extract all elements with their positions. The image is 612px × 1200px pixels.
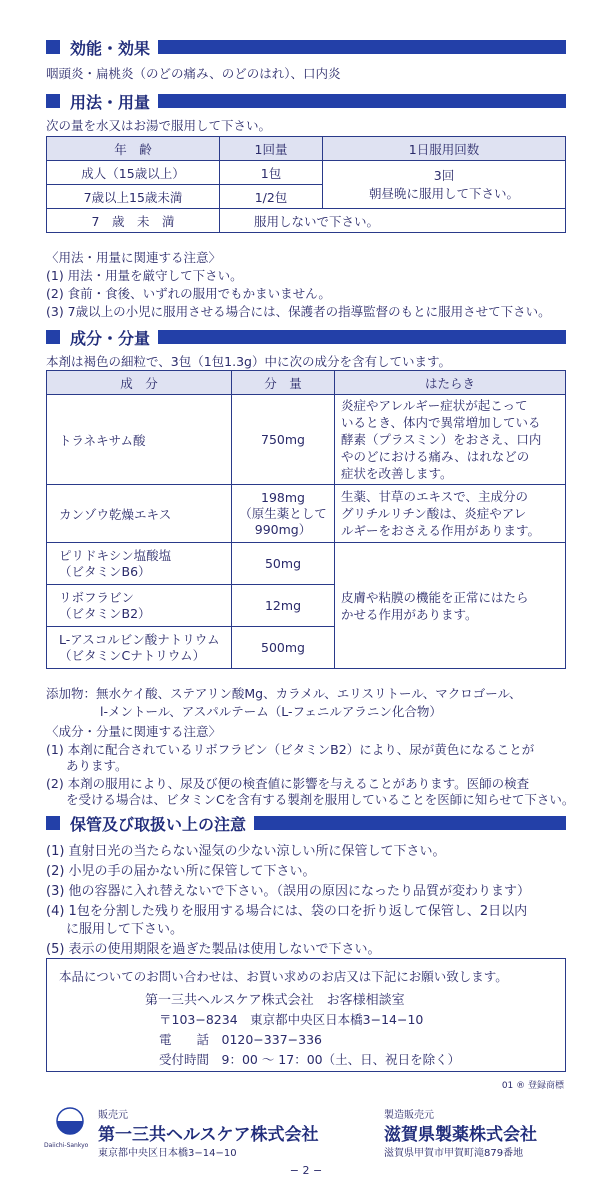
ingredients-note: を受ける場合は、ビタミンCを含有する製剤を服用していることを医師に知らせて下さい。 [66,792,575,807]
ingredients-notes-title: 〈成分・分量に関連する注意〉 [46,724,222,739]
dosage-intro: 次の量を水又はお湯で服用して下さい。 [46,118,272,133]
heading-square-icon [46,816,60,830]
heading-square-icon [46,94,60,108]
contact-box [46,958,566,1072]
ingredients-table [46,370,566,669]
seller-name: 第一三共ヘルスケア株式会社 [98,1125,319,1145]
heading-square-icon [46,40,60,54]
col-age: 年 齢 [47,137,220,161]
times-cell: 3回 朝昼晩に服用して下さい。 [323,161,566,209]
ingredients-note: (1) 本剤に配合されているリボフラビン（ビタミンB2）により、尿が黄色になることが [46,742,535,757]
action-cell: 炎症やアレルギー症状が起こって いるとき、体内で異常増加している 酵素（プラスミン）をおさえ、口内 やのどにおける痛み、はれなどの 症状を改善します。 [335,395,566,485]
seller-label: 販売元 [98,1110,128,1121]
dosage-note: (1) 用法・用量を厳守して下さい。 [46,268,243,283]
heading-square-icon [46,330,60,344]
ingredients-intro: 本剤は褐色の細粒で、3包（1包1.3g）中に次の成分を含有しています。 [46,354,451,369]
maker-name: 滋賀県製薬株式会社 [384,1125,537,1145]
dosage-notes-title: 〈用法・用量に関連する注意〉 [46,250,222,265]
storage-item: (4) 1包を分割した残りを服用する場合には、袋の口を折り返して保管し、2日以内 [46,904,528,919]
col-dose: 1回量 [220,137,323,161]
seller-address: 東京都中央区日本橋3−14−10 [98,1148,237,1159]
table-row: L-アスコルビン酸ナトリウム （ビタミンCナトリウム） 500mg [47,627,566,669]
contact-intro: 本品についてのお問い合わせは、お買い求めのお店又は下記にお願い致します。 [59,969,508,984]
dosage-table [46,136,566,233]
contact-company: 第一三共ヘルスケア株式会社 お客様相談室 [145,993,405,1008]
maker-address: 滋賀県甲賀市甲賀町滝879番地 [384,1148,524,1159]
logo-text: Daiichi-Sankyo [44,1142,89,1149]
table-row: 7歳以上15歳未満 1/2包 [47,185,566,209]
storage-item: に服用して下さい。 [66,922,184,937]
ingredients-note: あります。 [66,758,128,773]
contact-hours: 受付時間 9：00 〜 17：00（土、日、祝日を除く） [159,1052,461,1067]
dosage-note: (2) 食前・食後、いずれの服用でもかまいません。 [46,286,331,301]
efficacy-text: 咽頭炎・扁桃炎（のどの痛み、のどのはれ）、口内炎 [46,66,341,81]
page-number: − 2 − [289,1164,323,1177]
trademark-note: 01 ® 登録商標 [501,1081,564,1091]
col-amount: 分 量 [232,371,335,395]
additives-line: 添加物：無水ケイ酸、ステアリン酸Mg、カラメル、エリスリトール、マクロゴール、 [46,686,522,701]
efficacy-heading: 効能・効果 [46,36,566,58]
vitamin-action-cell: 皮膚や粘膜の機能を正常にはたら かせる作用があります。 [335,543,566,669]
contact-address: 〒103−8234 東京都中央区日本橋3−14−10 [159,1012,424,1027]
table-row: 成人（15歳以上） 1包 3回 朝昼晩に服用して下さい。 [47,161,566,185]
dosage-heading: 用法・用量 [46,90,566,112]
col-times: 1日服用回数 [323,137,566,161]
col-action: はたらき [335,371,566,395]
storage-item: (3) 他の容器に入れ替えないで下さい。（誤用の原因になったり品質が変わります） [46,884,531,899]
ingredients-heading: 成分・分量 [46,326,566,348]
table-row: 7 歳 未 満 服用しないで下さい。 [47,209,566,233]
storage-heading: 保管及び取扱い上の注意 [46,812,566,834]
table-row: リボフラビン （ビタミンB2） 12mg [47,585,566,627]
storage-item: (2) 小児の手の届かない所に保管して下さい。 [46,864,316,879]
maker-label: 製造販売元 [384,1110,434,1121]
storage-item: (1) 直射日光の当たらない湿気の少ない涼しい所に保管して下さい。 [46,844,446,859]
table-row: トラネキサム酸 750mg 炎症やアレルギー症状が起こって いるとき、体内で異常増加している 酵素（プラスミン）をおさえ、口内 やのどにおける痛み、はれなどの 症状を改善します。 [47,395,566,485]
daiichi-sankyo-logo-icon [48,1106,92,1142]
dosage-note: (3) 7歳以上の小児に服用させる場合には、保護者の指導監督のもとに服用させて下さい。 [46,304,551,319]
table-row: カンゾウ乾燥エキス 198mg （原生薬として 990mg） 生薬、甘草のエキスで、主成分の グリチルリチン酸は、炎症やアレ ルギーをおさえる作用があります。 [47,485,566,543]
col-ingredient: 成 分 [47,371,232,395]
ingredients-note: (2) 本剤の服用により、尿及び便の検査値に影響を与えることがあります。医師の検査 [46,776,530,791]
action-cell: 生薬、甘草のエキスで、主成分の グリチルリチン酸は、炎症やアレ ルギーをおさえる作用があります。 [335,485,566,543]
contact-phone: 電 話 0120−337−336 [159,1032,322,1047]
table-row: ピリドキシン塩酸塩 （ビタミンB6） 50mg 皮膚や粘膜の機能を正常にはたら かせる作用があります。 [47,543,566,585]
additives-line: l-メントール、アスパルテーム（L-フェニルアラニン化合物） [100,704,442,719]
storage-item: (5) 表示の使用期限を過ぎた製品は使用しないで下さい。 [46,942,381,957]
